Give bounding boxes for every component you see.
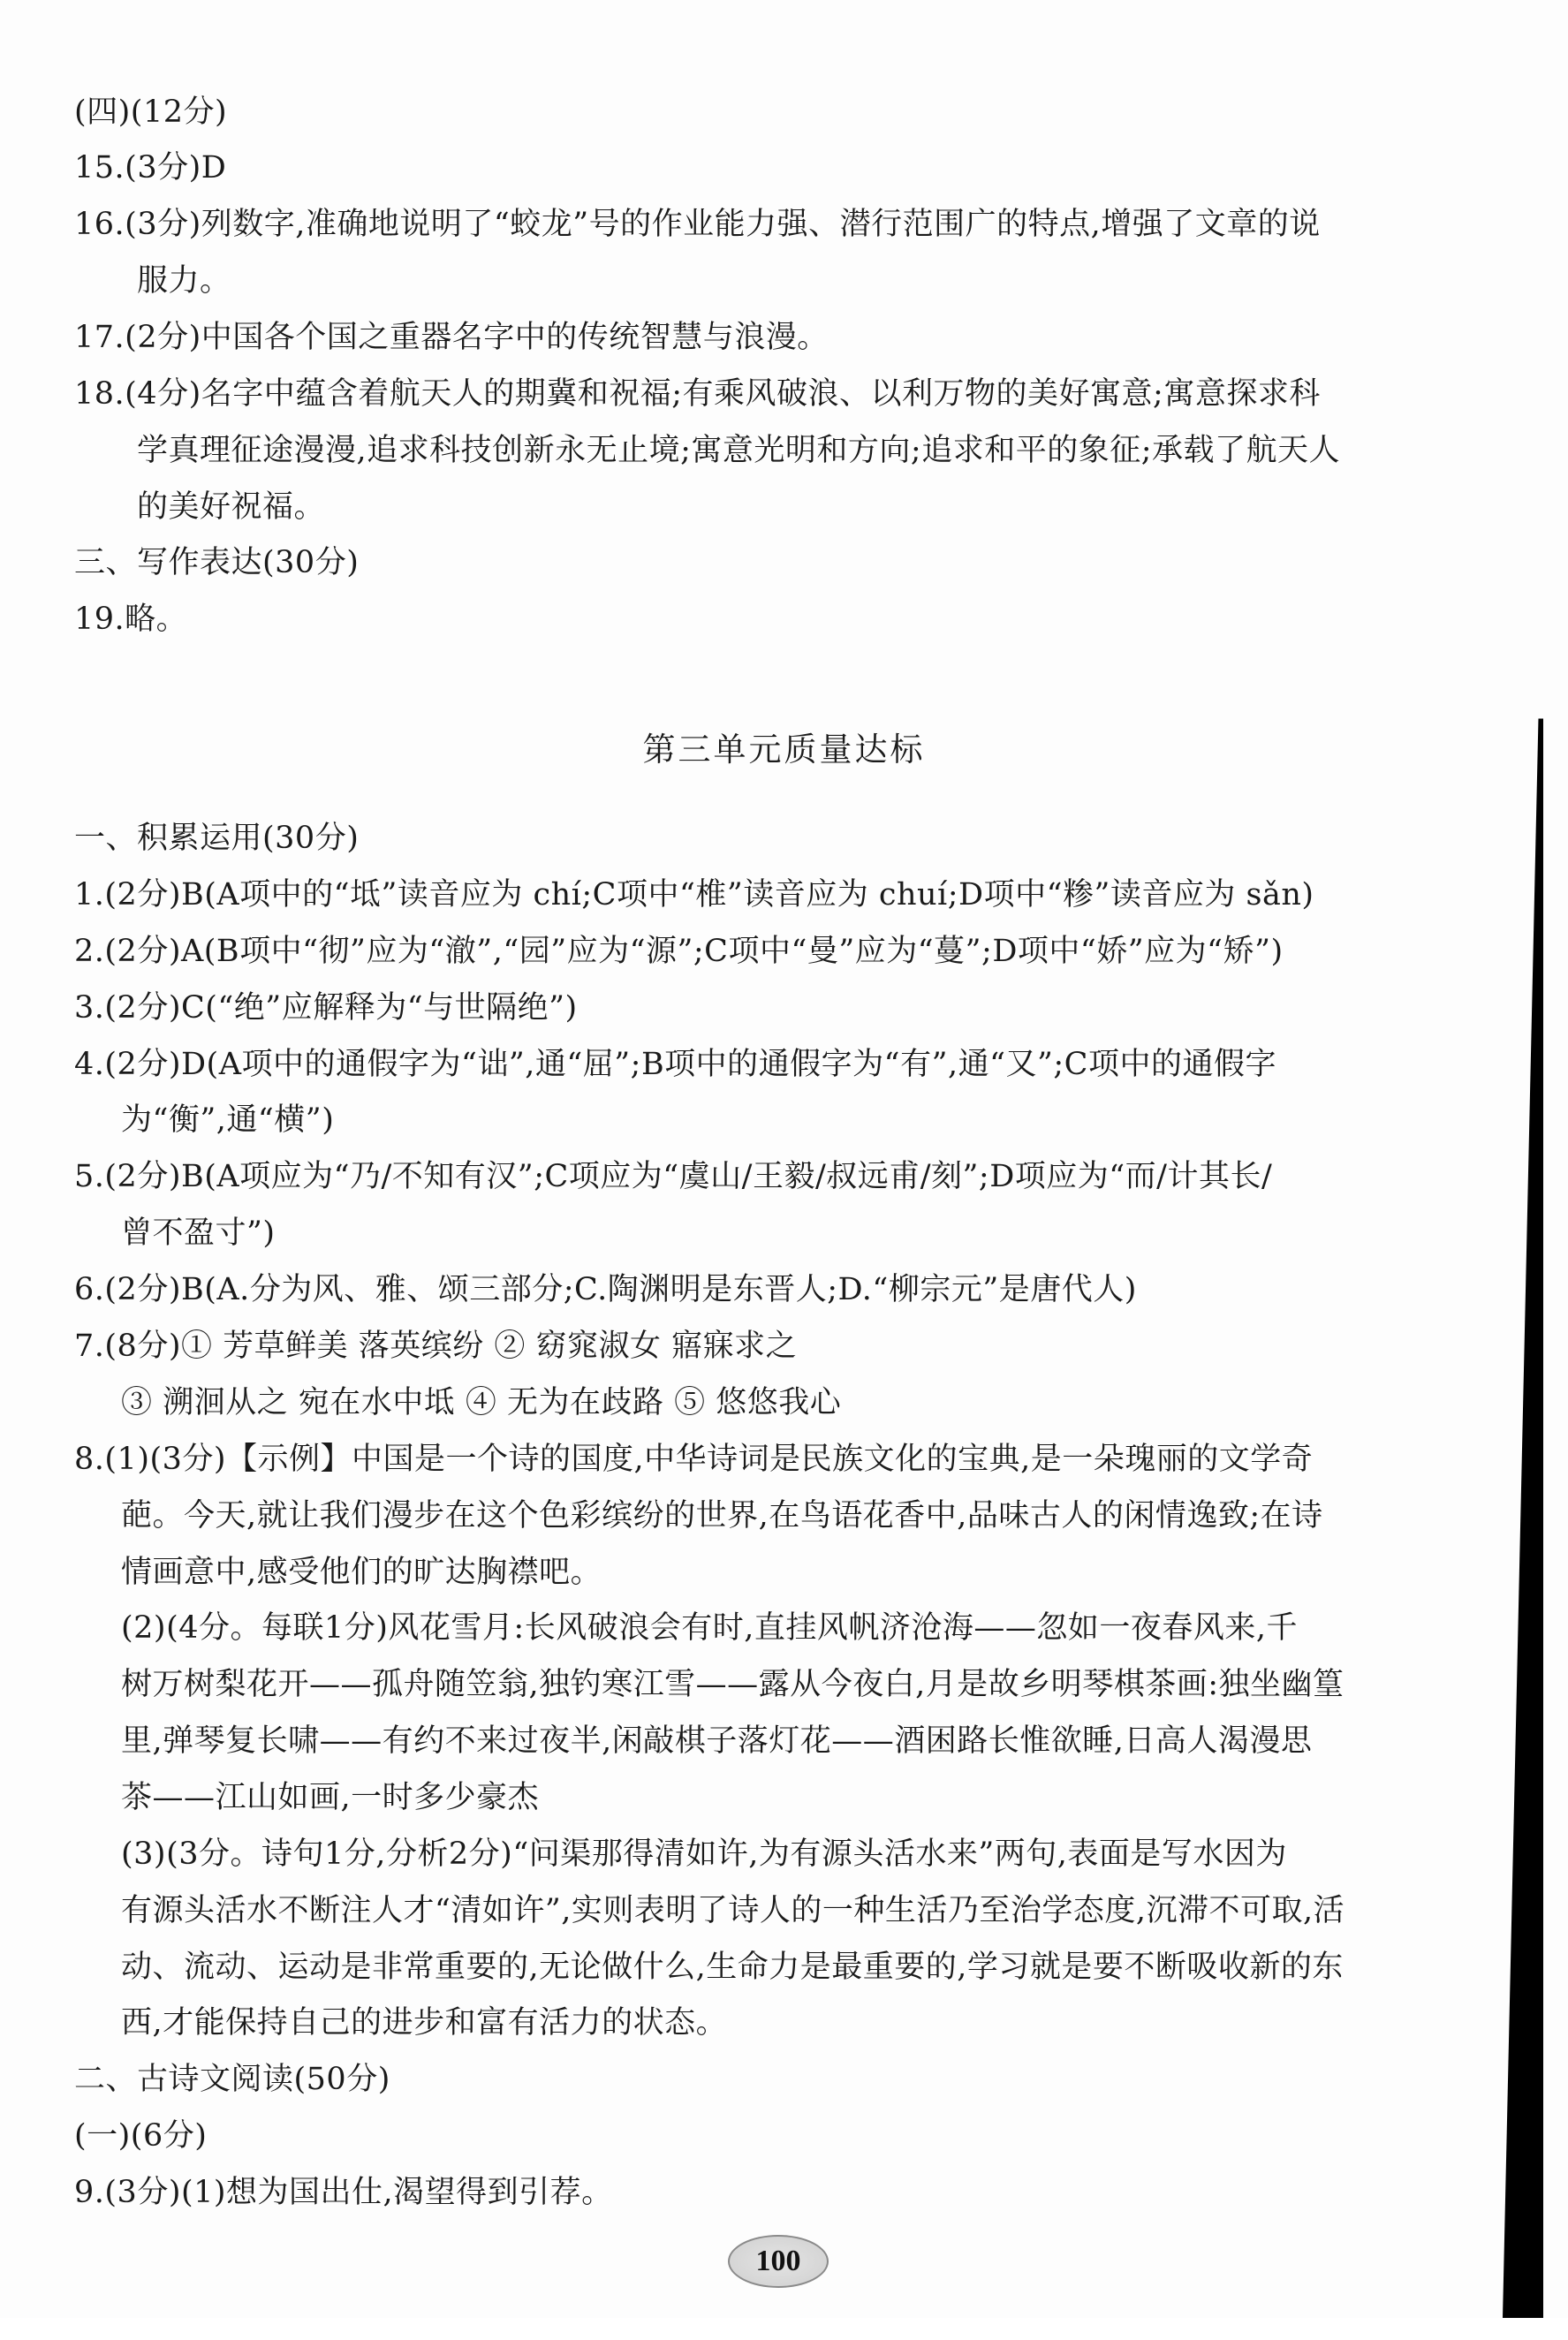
text-line-q18b: 学真理征途漫漫,追求科技创新永无止境;寓意光明和方向;追求和平的象征;承载了航天人 — [137, 433, 1341, 468]
text-line-u7a: 7.(8分)① 芳草鲜美 落英缤纷 ② 窈窕淑女 寤寐求之 — [74, 1329, 798, 1364]
text-line-sec4: (四)(12分) — [74, 95, 228, 130]
text-line-u3: 3.(2分)C(“绝”应解释为“与世隔绝”) — [74, 990, 578, 1026]
unit-title: 第三单元质量达标 — [642, 731, 926, 769]
text-line-u6: 6.(2分)B(A.分为风、雅、颂三部分;C.陶渊明是东晋人;D.“柳宗元”是唐代人) — [74, 1272, 1137, 1307]
text-line-u7b: ③ 溯洄从之 宛在水中坻 ④ 无为在歧路 ⑤ 悠悠我心 — [121, 1385, 842, 1420]
text-line-u8e: 树万树梨花开——孤舟随笠翁,独钓寒江雪——露从今夜白,月是故乡明琴棋茶画:独坐幽篁 — [121, 1667, 1345, 1702]
text-line-u8f: 里,弹琴复长啸——有约不来过夜半,闲敲棋子落灯花——酒困路长惟欲睡,日高人渴漫思 — [121, 1723, 1313, 1759]
text-line-q16a: 16.(3分)列数字,准确地说明了“蛟龙”号的作业能力强、潜行范围广的特点,增强了文章的说 — [74, 207, 1321, 242]
text-line-u8i: 有源头活水不断注人才“清如许”,实则表明了诗人的一种生活乃至治学态度,沉滞不可取,活 — [121, 1893, 1345, 1928]
text-line-u1: 1.(2分)B(A项中的“坻”读音应为 chí;C项中“椎”读音应为 chuí;D项中“糁”读音应为 sǎn) — [74, 877, 1314, 913]
text-line-sec3: 三、写作表达(30分) — [74, 545, 360, 580]
text-line-u8b: 葩。今天,就让我们漫步在这个色彩缤纷的世界,在鸟语花香中,品味古人的闲情逸致;在诗 — [121, 1498, 1323, 1533]
text-line-sub1: (一)(6分) — [74, 2118, 208, 2154]
text-line-u8h: (3)(3分。诗句1分,分析2分)“问渠那得清如许,为有源头活水来”两句,表面是写水因为 — [121, 1836, 1287, 1872]
text-line-u5b: 曾不盈寸”) — [121, 1215, 276, 1251]
text-line-u8j: 动、流动、运动是非常重要的,无论做什么,生命力是最重要的,学习就是要不断吸收新的东 — [121, 1950, 1344, 1985]
text-line-q18a: 18.(4分)名字中蕴含着航天人的期冀和祝福;有乘风破浪、以利万物的美好寓意;寓意探求科 — [74, 376, 1321, 412]
text-line-q19: 19.略。 — [74, 602, 188, 637]
text-line-q17: 17.(2分)中国各个国之重器名字中的传统智慧与浪漫。 — [74, 320, 829, 355]
text-line-q15: 15.(3分)D — [74, 150, 227, 186]
text-line-u8k: 西,才能保持自己的进步和富有活力的状态。 — [121, 2005, 728, 2041]
page-number-badge: 100 — [728, 2235, 829, 2288]
text-line-q18c: 的美好祝福。 — [137, 489, 326, 525]
text-line-sec2: 二、古诗文阅读(50分) — [74, 2062, 390, 2097]
text-line-u2: 2.(2分)A(B项中“彻”应为“澈”,“园”应为“源”;C项中“曼”应为“蔓”;D项中“娇”应为“矫”) — [74, 934, 1284, 969]
text-line-u8g: 茶——江山如画,一时多少豪杰 — [121, 1780, 540, 1815]
page-edge-shadow — [1503, 0, 1543, 2318]
text-line-q16b: 服力。 — [137, 263, 231, 299]
text-line-u8d: (2)(4分。每联1分)风花雪月:长风破浪会有时,直挂风帆济沧海——忽如一夜春风来,千 — [121, 1610, 1298, 1646]
text-line-sec1: 一、积累运用(30分) — [74, 821, 360, 856]
text-line-u5a: 5.(2分)B(A项应为“乃/不知有汉”;C项应为“虞山/王毅/叔远甫/刻”;D项应为“而/计其长/ — [74, 1159, 1273, 1194]
text-line-u8a: 8.(1)(3分)【示例】中国是一个诗的国度,中华诗词是民族文化的宝典,是一朵瑰丽的文学奇 — [74, 1442, 1314, 1477]
text-line-u4b: 为“衡”,通“横”) — [121, 1102, 335, 1138]
text-line-u9: 9.(3分)(1)想为国出仕,渴望得到引荐。 — [74, 2175, 613, 2210]
text-line-u4a: 4.(2分)D(A项中的通假字为“诎”,通“屈”;B项中的通假字为“有”,通“又”;C项中的通假字 — [74, 1047, 1276, 1082]
text-line-u8c: 情画意中,感受他们的旷达胸襟吧。 — [121, 1555, 602, 1590]
